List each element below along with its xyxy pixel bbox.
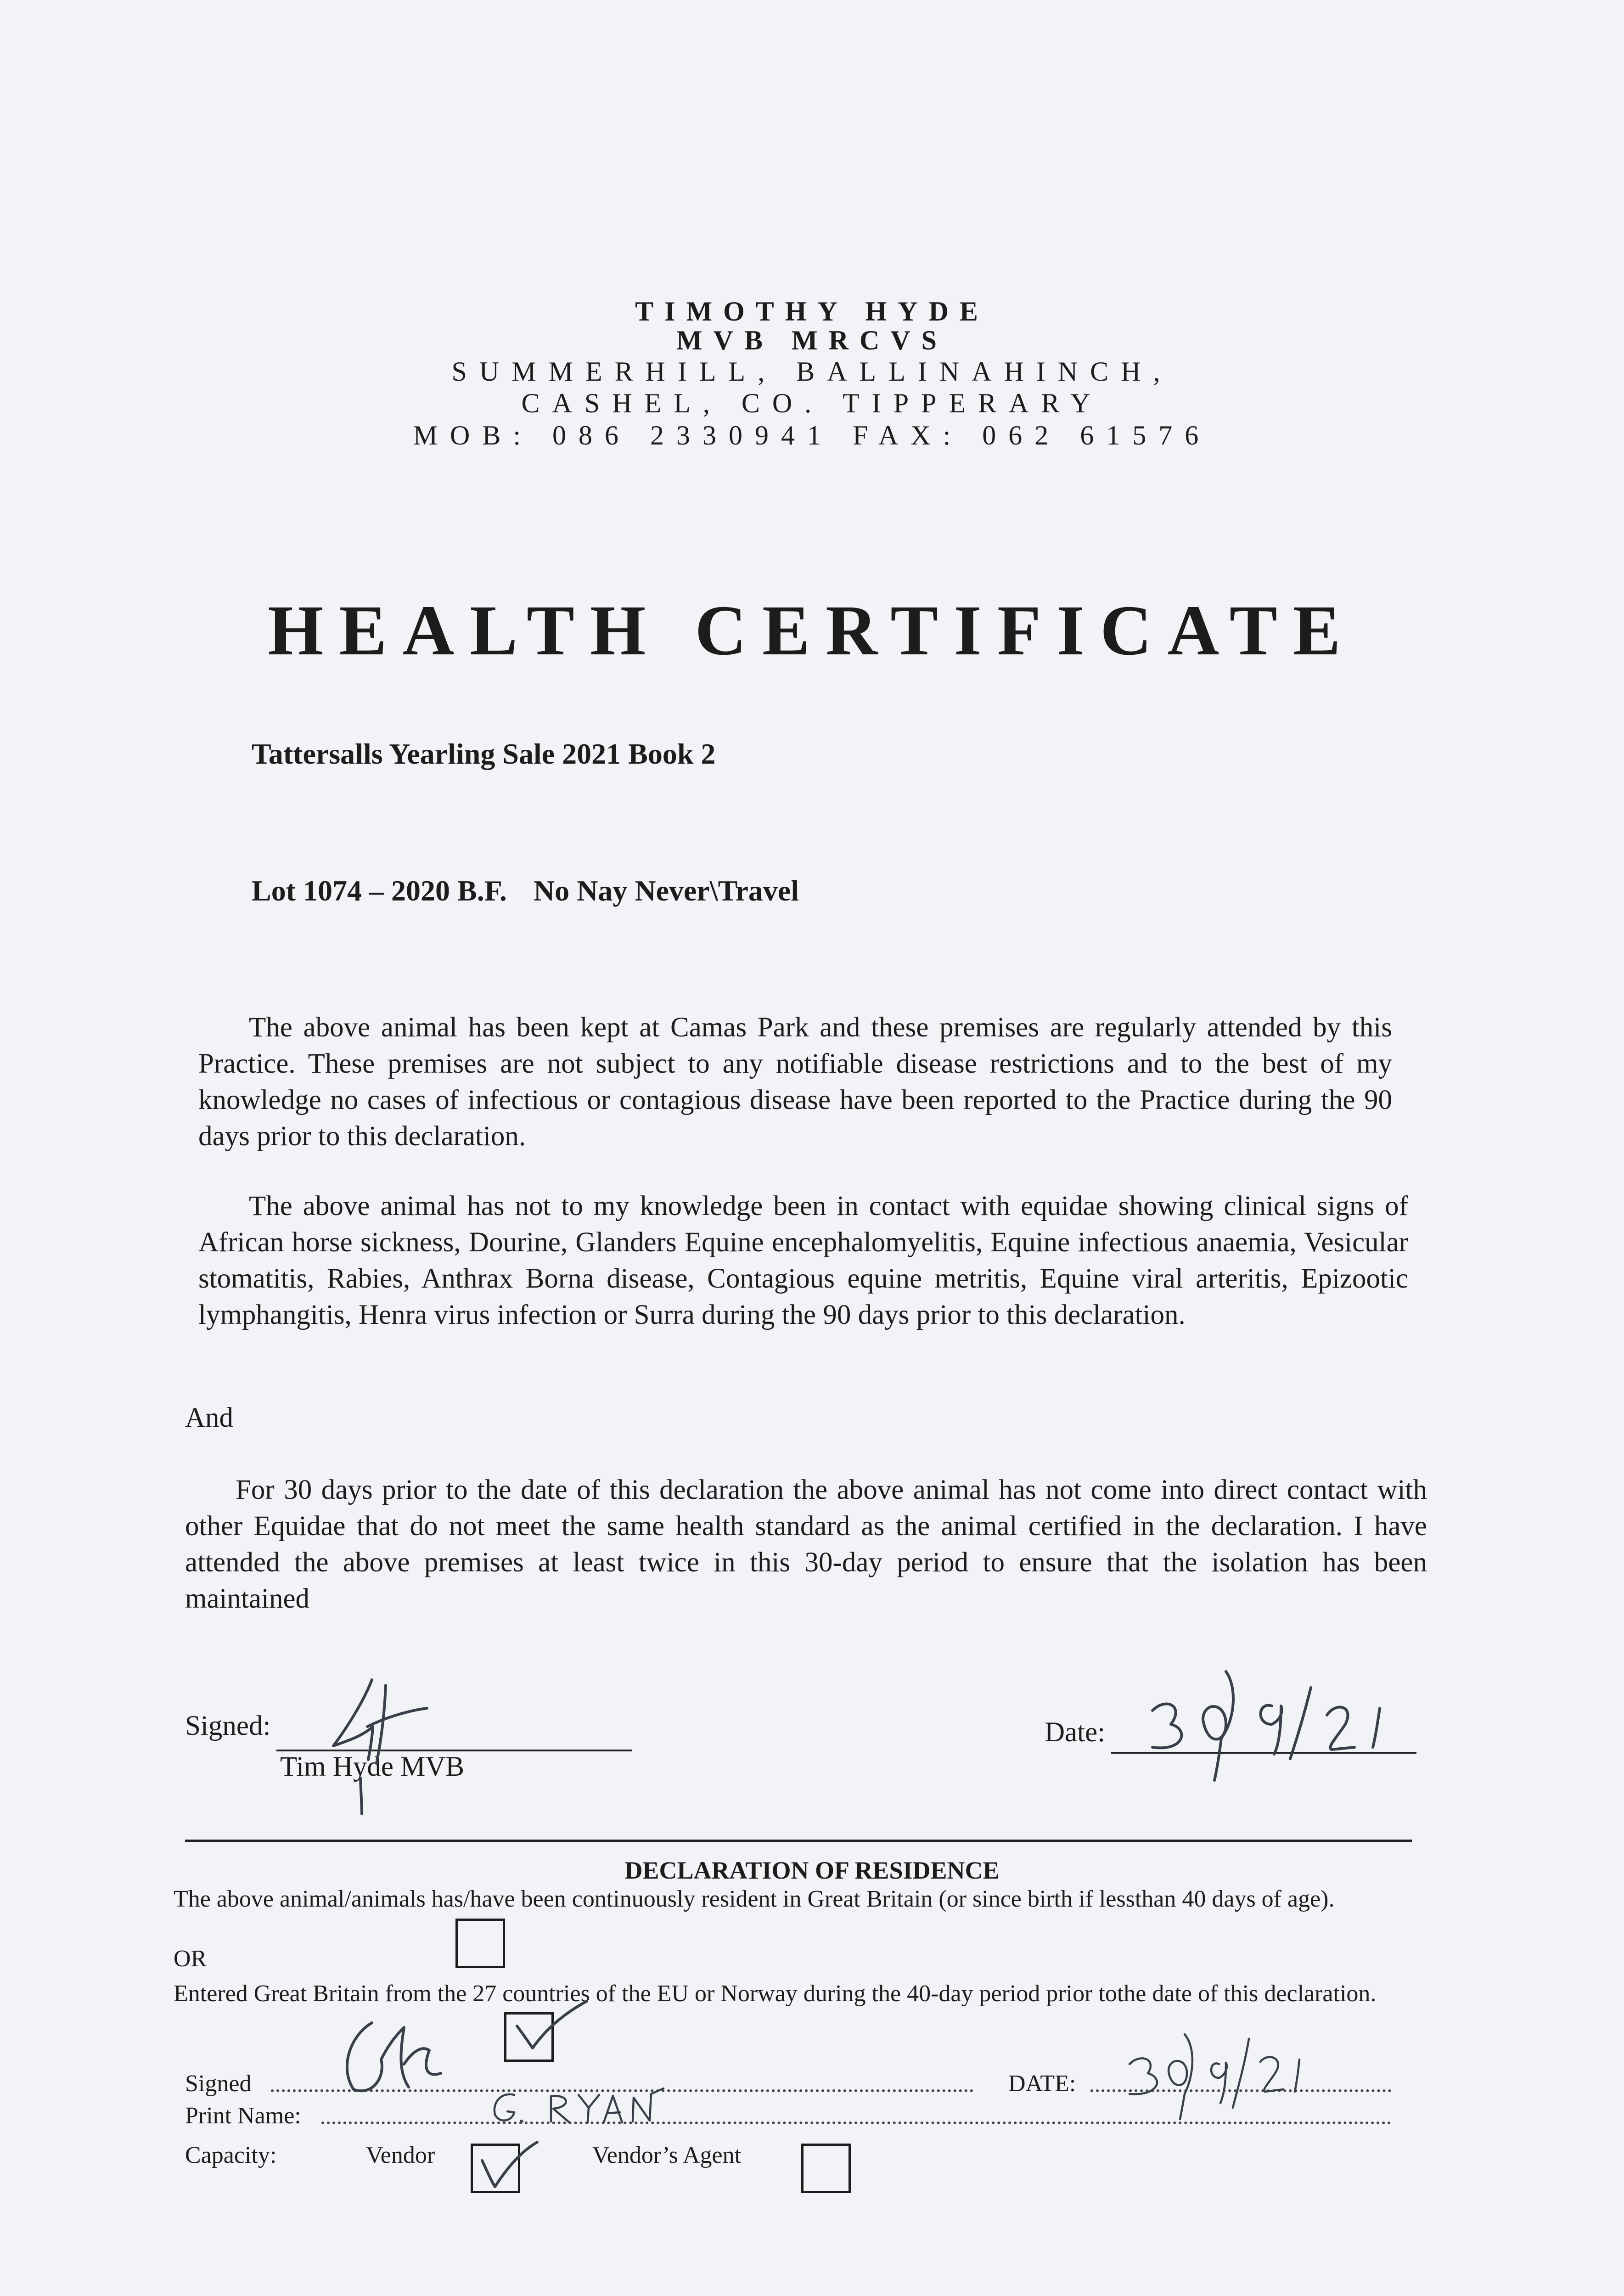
or-text: OR	[174, 1946, 207, 1972]
vendor-signed-label: Signed	[185, 2071, 252, 2097]
vendors-agent-checkbox[interactable]	[801, 2144, 851, 2193]
capacity-label: Capacity:	[185, 2142, 277, 2168]
premises-paragraph: The above animal has been kept at Camas Park and these premises are regularly attended by this Practice. These premises are not subject to any notifiable disease restrictions and to the best of my knowledge no cases of infectious or contagious disease have been reported to the Practice during the 90 days prior to this declaration.	[198, 1012, 1392, 1152]
option-2-checkmark	[509, 1993, 591, 2062]
vet-qualifications: MVB MRCVS	[676, 325, 948, 355]
print-name-label: Print Name:	[185, 2103, 301, 2129]
section-divider	[185, 1840, 1412, 1842]
address-line-2: CASHEL, CO. TIPPERARY	[521, 388, 1103, 418]
vet-name: TIMOTHY HYDE	[635, 296, 989, 326]
vet-signature-scribble	[317, 1671, 436, 1823]
vendor-date-handwritten	[1116, 2020, 1309, 2122]
vendor-checkmark	[473, 2135, 542, 2195]
option-1-checkbox[interactable]	[455, 1919, 505, 1968]
vendor-signature-scribble	[331, 2014, 450, 2105]
vendor-date-label: DATE:	[1008, 2071, 1076, 2097]
vendor-label: Vendor	[366, 2142, 435, 2168]
print-name-handwritten	[487, 2085, 680, 2135]
date-label: Date:	[1045, 1717, 1106, 1748]
sale-name: Tattersalls Yearling Sale 2021 Book 2	[252, 737, 716, 770]
vendors-agent-label: Vendor’s Agent	[592, 2142, 742, 2168]
declaration-heading: DECLARATION OF RESIDENCE	[624, 1857, 1000, 1884]
print-name-dotted-line	[321, 2122, 1391, 2124]
vet-date-handwritten	[1134, 1660, 1391, 1789]
signatory-name: Tim Hyde MVB	[280, 1751, 465, 1782]
address-line-1: SUMMERHILL, BALLINAHINCH,	[451, 356, 1173, 387]
lot-number: Lot 1074 – 2020 B.F.	[252, 874, 507, 907]
declaration-option-1-text: The above animal/animals has/have been continuously resident in Great Britain (or since birth if lessthan 40 days of age).	[174, 1886, 1335, 1912]
contact-numbers: MOB: 086 2330941 FAX: 062 61576	[413, 420, 1211, 450]
pedigree: No Nay Never\Travel	[533, 874, 799, 907]
declaration-option-2-text: Entered Great Britain from the 27 countries of the EU or Norway during the 40-day period prior tothe date of this declaration.	[174, 1981, 1377, 2007]
signed-label: Signed:	[185, 1711, 271, 1741]
page-title: HEALTH CERTIFICATE	[268, 591, 1356, 670]
lot-line	[252, 876, 799, 906]
diseases-paragraph: The above animal has not to my knowledge been in contact with equidae showing clinical signs of African horse sickness, Dourine, Glanders Equine encephalomyelitis, Equine infectious anaemia, Vesicular stomatitis, Rabies, Anthrax Borna disease, Contagious equine metritis, Equine viral arteritis, Epizootic lymphangitis, Henra virus infection or Surra during the 90 days prior to this declaration.	[198, 1191, 1408, 1330]
and-text: And	[185, 1402, 234, 1433]
isolation-paragraph: For 30 days prior to the date of this declaration the above animal has not come into direct contact with other Equidae that do not meet the same health standard as the animal certified in the declaration. I have attended the above premises at least twice in this 30-day period to ensure that the isolation has been maintained	[185, 1474, 1427, 1614]
